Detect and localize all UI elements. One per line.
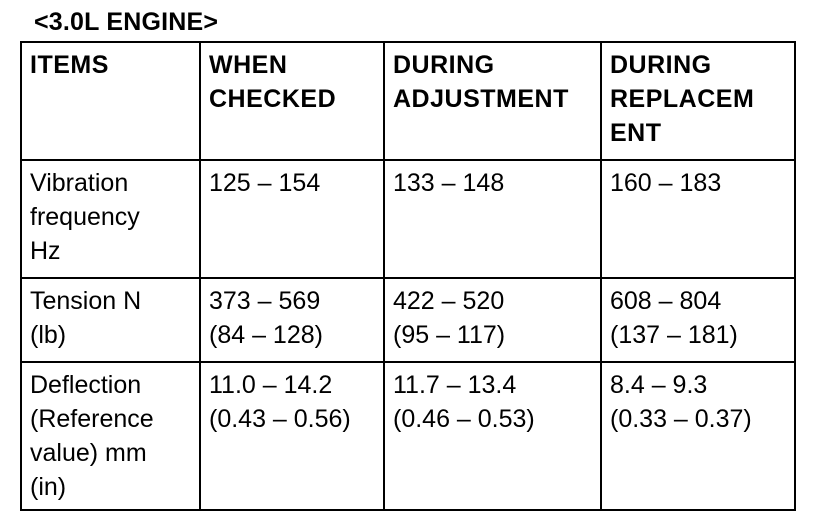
cell-value: 608 – 804 (137 – 181) [601, 278, 795, 362]
row-label-deflection: Deflection (Reference value) mm (in) [21, 362, 200, 510]
cell-value: 160 – 183 [601, 160, 795, 278]
row-label-vibration-frequency: Vibration frequency Hz [21, 160, 200, 278]
header-items: ITEMS [21, 42, 200, 160]
belt-tension-spec-table [20, 41, 796, 511]
cell-value: 125 – 154 [200, 160, 384, 278]
cell-value: 373 – 569 (84 – 128) [200, 278, 384, 362]
header-when-checked: WHEN CHECKED [200, 42, 384, 160]
table-row [21, 278, 795, 362]
header-during-adjustment: DURING ADJUSTMENT [384, 42, 601, 160]
cell-value: 8.4 – 9.3 (0.33 – 0.37) [601, 362, 795, 510]
cell-value: 11.0 – 14.2 (0.43 – 0.56) [200, 362, 384, 510]
table-row [21, 362, 795, 510]
cell-value: 422 – 520 (95 – 117) [384, 278, 601, 362]
page-title: <3.0L ENGINE> [34, 8, 219, 36]
table-header-row [21, 42, 795, 160]
header-during-replacement: DURING REPLACEM ENT [601, 42, 795, 160]
row-label-tension: Tension N (lb) [21, 278, 200, 362]
cell-value: 133 – 148 [384, 160, 601, 278]
table-row [21, 160, 795, 278]
cell-value: 11.7 – 13.4 (0.46 – 0.53) [384, 362, 601, 510]
